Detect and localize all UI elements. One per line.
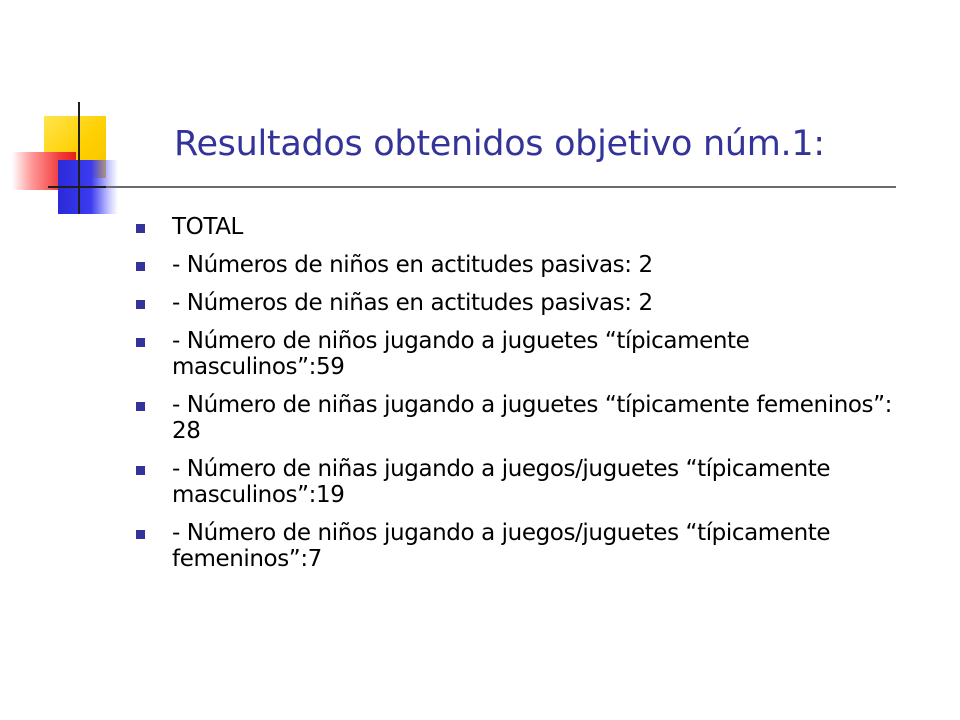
bullet-item xyxy=(136,456,926,508)
square-bullet-icon xyxy=(136,300,145,309)
square-bullet-icon xyxy=(136,224,145,233)
bullet-item xyxy=(136,392,926,444)
bullet-text: - Números de niños en actitudes pasivas: 2 xyxy=(172,252,653,278)
bullet-text: - Número de niños jugando a juegos/juguetes “típicamente femeninos”:7 xyxy=(172,520,831,572)
square-bullet-icon xyxy=(136,530,145,539)
square-bullet-icon xyxy=(136,466,145,475)
square-bullet-icon xyxy=(136,402,145,411)
title-underline-accent xyxy=(48,186,106,188)
vertical-rule xyxy=(78,102,80,214)
title-underline-rule xyxy=(48,186,896,188)
bullet-text: TOTAL xyxy=(172,214,243,240)
bullet-text: - Números de niñas en actitudes pasivas: 2 xyxy=(172,290,653,316)
bullet-list xyxy=(136,214,926,584)
bullet-item xyxy=(136,328,926,380)
bullet-item xyxy=(136,252,926,278)
bullet-item xyxy=(136,290,926,316)
decorative-logo xyxy=(0,0,140,230)
bullet-text: - Número de niños jugando a juguetes “típicamente masculinos”:59 xyxy=(172,328,750,380)
bullet-text: - Número de niñas jugando a juguetes “típicamente femeninos”: 28 xyxy=(172,392,892,444)
square-bullet-icon xyxy=(136,262,145,271)
square-bullet-icon xyxy=(136,338,145,347)
bullet-item xyxy=(136,214,926,240)
bullet-item xyxy=(136,520,926,572)
slide-title: Resultados obtenidos objetivo núm.1: xyxy=(174,124,825,164)
bullet-text: - Número de niñas jugando a juegos/juguetes “típicamente masculinos”:19 xyxy=(172,456,831,508)
